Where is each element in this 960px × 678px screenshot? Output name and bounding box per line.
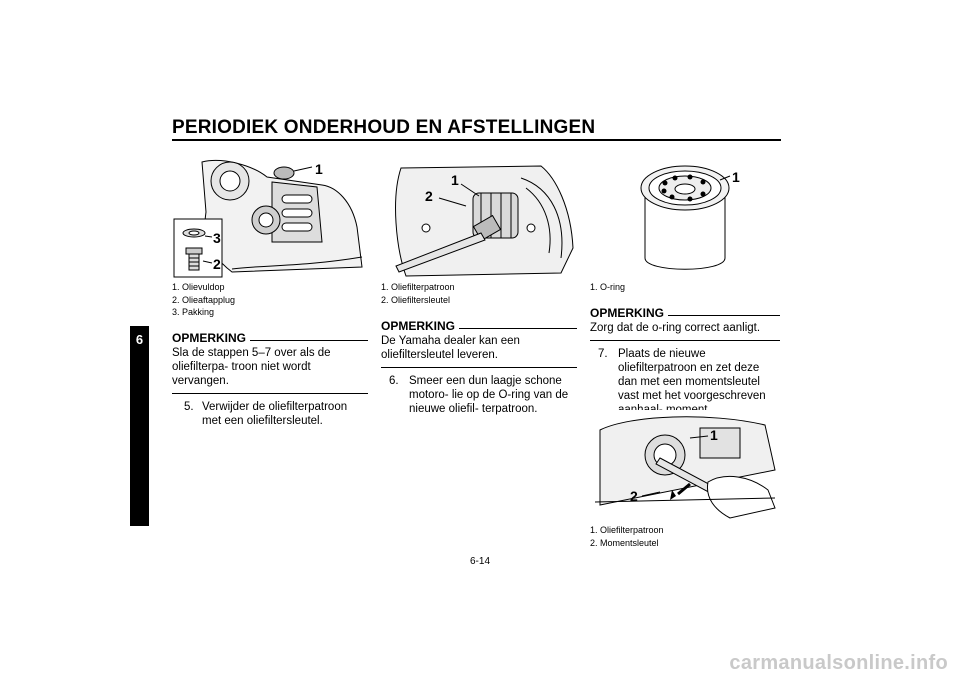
caption-col2	[381, 281, 577, 306]
callout-1: 1	[315, 161, 323, 177]
note-end-rule	[381, 367, 577, 368]
note-heading-text: OPMERKING	[590, 306, 665, 320]
note-col2	[381, 319, 577, 416]
note-heading-text: OPMERKING	[172, 331, 247, 345]
caption-item: 2. Momentsleutel	[590, 537, 659, 548]
figure-filter-wrench	[381, 158, 577, 280]
callout-1: 1	[732, 169, 740, 185]
step-5	[172, 400, 368, 428]
caption-item: 1. Oliefilterpatroon	[590, 525, 664, 535]
step-number: 7.	[598, 348, 608, 360]
figure-torque-wrench	[590, 410, 780, 522]
step-text: Verwijder de oliefilterpatroon met een oliefiltersleutel.	[202, 401, 348, 427]
note-end-rule	[172, 393, 368, 394]
caption-col1	[172, 281, 368, 319]
caption-item: 2. Olieaftapplug	[172, 294, 236, 305]
callout-2: 2	[630, 488, 638, 504]
callout-2: 2	[425, 188, 433, 204]
note-heading-text: OPMERKING	[381, 319, 456, 333]
callout-3: 3	[213, 230, 221, 246]
step-number: 6.	[389, 375, 399, 387]
callout-2: 2	[213, 256, 221, 272]
callout-1: 1	[710, 427, 718, 443]
page-title: PERIODIEK ONDERHOUD EN AFSTELLINGEN	[172, 117, 596, 138]
note-text: De Yamaha dealer kan een oliefiltersleutel leveren.	[381, 335, 520, 361]
title-rule	[172, 139, 781, 141]
caption-item: 2. Oliefiltersleutel	[381, 294, 451, 305]
watermark: carmanualsonline.info	[729, 652, 948, 674]
note-text: Sla de stappen 5–7 over als de oliefilterpa- troon niet wordt vervangen.	[172, 347, 331, 387]
note-heading-rule	[668, 315, 780, 316]
note-col3	[590, 306, 780, 417]
note-end-rule	[590, 340, 780, 341]
step-7	[590, 347, 780, 417]
step-text: Plaats de nieuwe oliefilterpatroon en zet deze dan met een momentsleutel vast met het voorgeschreven	[618, 348, 766, 402]
step-number: 5.	[184, 401, 194, 413]
step-6	[381, 374, 577, 416]
figure-oil-filler-drain	[172, 157, 368, 279]
callout-1: 1	[451, 172, 459, 188]
note-heading	[381, 319, 577, 333]
note-heading	[172, 331, 368, 345]
page-number: 6-14	[469, 556, 490, 567]
note-heading	[590, 306, 780, 320]
note-text: Zorg dat de o-ring correct aanligt.	[590, 322, 761, 334]
note-col1	[172, 331, 368, 428]
note-heading-rule	[250, 340, 368, 341]
step-text: Smeer een dun laagje schone motoro- lie op de O-ring van de nieuwe oliefil- terpatroon.	[409, 375, 569, 415]
caption-item: 1. O-ring	[590, 282, 626, 292]
chapter-tab: 6	[130, 326, 149, 526]
caption-col3-top	[590, 281, 780, 294]
figure-o-ring	[590, 158, 780, 278]
caption-item: 1. Olievuldop	[172, 282, 225, 292]
note-heading-rule	[459, 328, 577, 329]
caption-col3-bottom	[590, 524, 780, 549]
caption-item: 1. Oliefilterpatroon	[381, 282, 455, 292]
caption-item: 3. Pakking	[172, 307, 215, 317]
